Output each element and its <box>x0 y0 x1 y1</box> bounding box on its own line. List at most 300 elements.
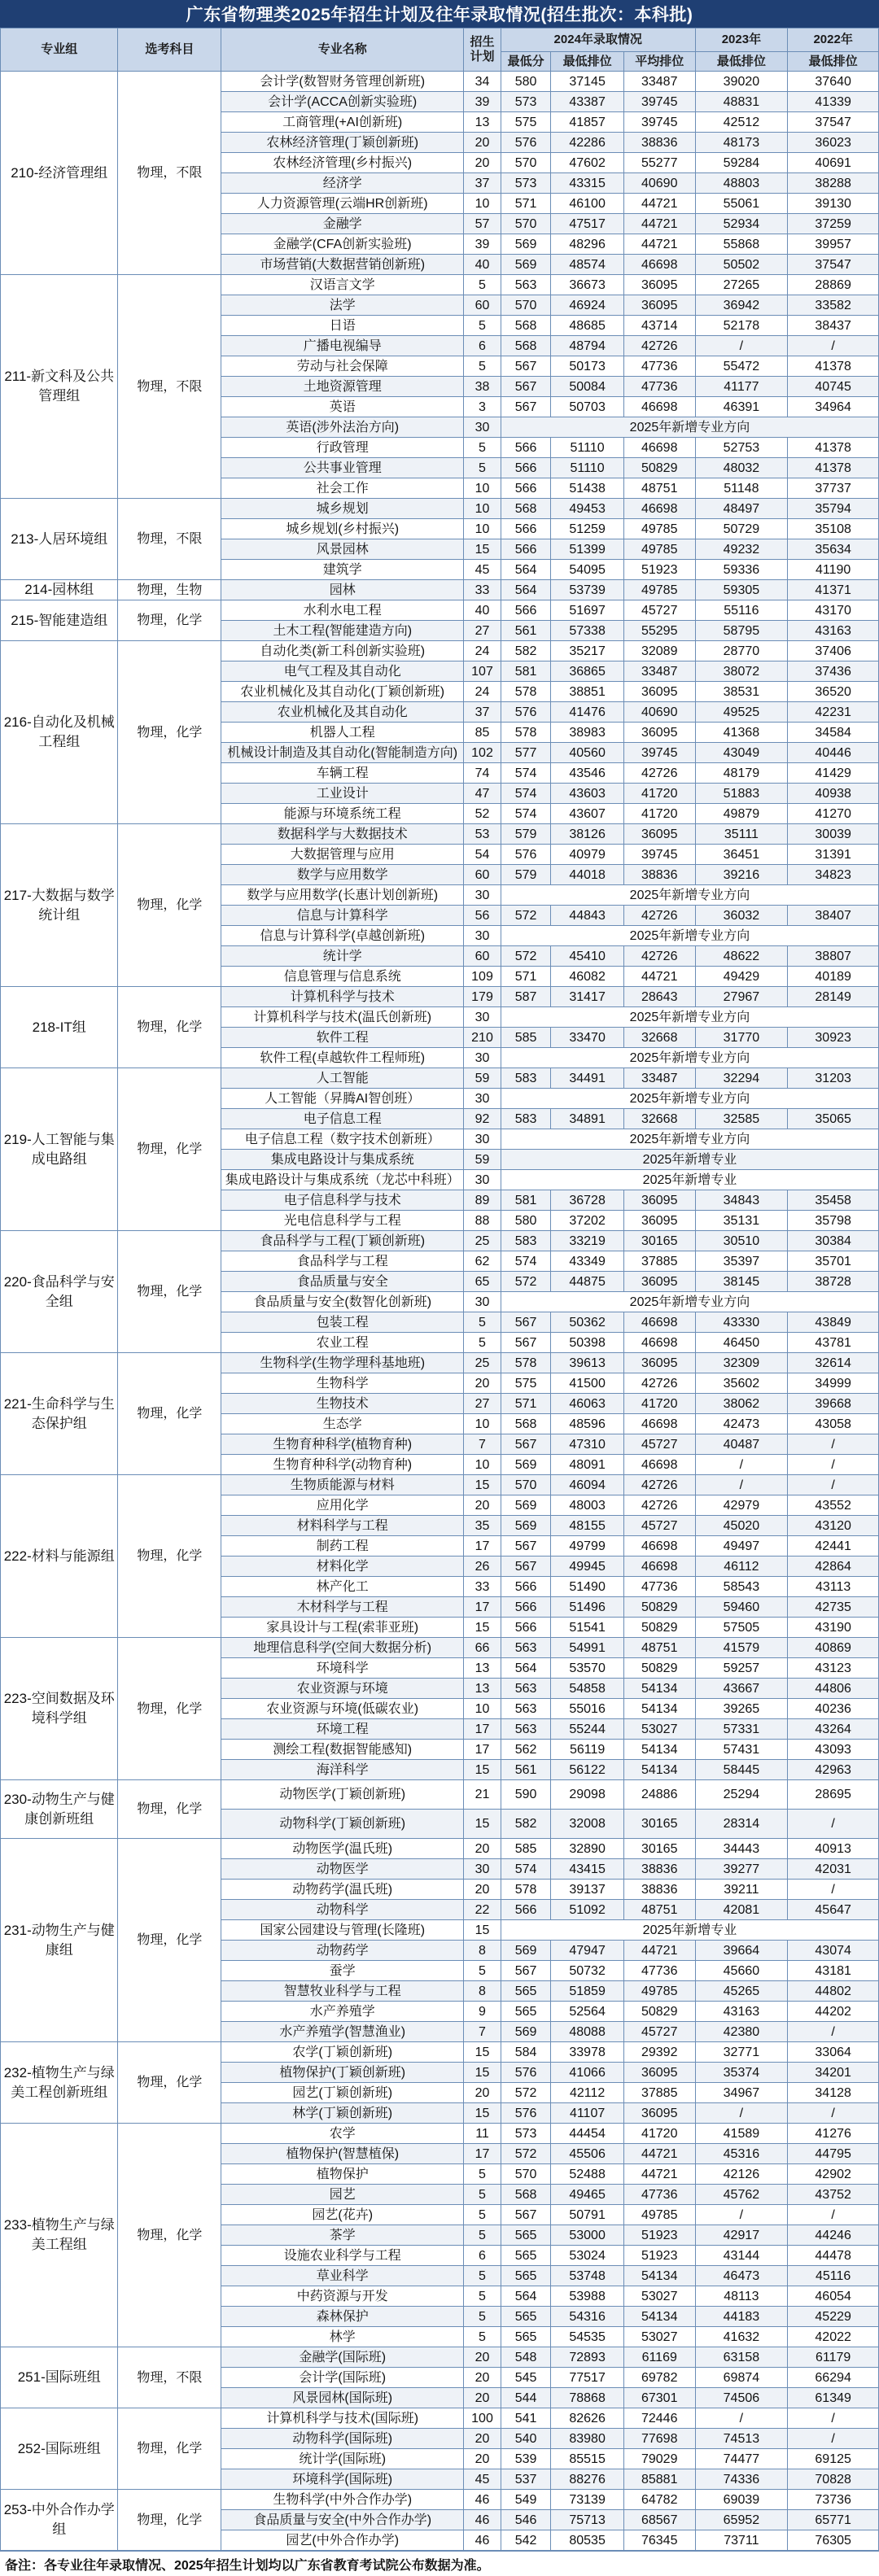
min-rank-2022: 39130 <box>788 194 879 214</box>
min-rank-2022: 43190 <box>788 1618 879 1638</box>
group-cell: 211-新文科及公共管理组 <box>1 275 118 499</box>
min-score-2024: 576 <box>501 2103 550 2124</box>
major-name: 土木工程(智能建造方向) <box>221 621 464 641</box>
min-rank-2024: 37202 <box>551 1211 624 1231</box>
min-rank-2022: 35794 <box>788 499 879 519</box>
plan-count: 25 <box>464 1353 501 1373</box>
min-score-2024: 578 <box>501 1880 550 1900</box>
plan-count: 30 <box>464 1007 501 1028</box>
major-name: 广播电视编导 <box>221 336 464 356</box>
min-rank-2022: 73736 <box>788 2490 879 2510</box>
min-rank-2023: 31770 <box>695 1028 788 1048</box>
major-name: 食品科学与工程 <box>221 1251 464 1272</box>
min-rank-2023: 43144 <box>695 2246 788 2266</box>
new-major-note: 2025年新增专业方向 <box>501 1129 878 1150</box>
min-rank-2024: 85515 <box>551 2449 624 2469</box>
min-rank-2023: 45265 <box>695 1981 788 2002</box>
min-rank-2022: 76305 <box>788 2530 879 2551</box>
min-rank-2023: 57505 <box>695 1618 788 1638</box>
avg-rank-2024: 50829 <box>623 1658 695 1679</box>
major-name: 法学 <box>221 295 464 316</box>
avg-rank-2024: 50829 <box>623 2002 695 2022</box>
min-rank-2023: 41177 <box>695 377 788 397</box>
avg-rank-2024: 49785 <box>623 580 695 600</box>
major-name: 公共事业管理 <box>221 458 464 478</box>
plan-count: 5 <box>464 1312 501 1333</box>
min-rank-2022: 30039 <box>788 824 879 845</box>
plan-count: 10 <box>464 194 501 214</box>
major-name: 食品质量与安全(中外合作办学) <box>221 2510 464 2530</box>
min-score-2024: 564 <box>501 580 550 600</box>
min-rank-2023: 74477 <box>695 2449 788 2469</box>
plan-count: 6 <box>464 2246 501 2266</box>
min-rank-2023: 55868 <box>695 234 788 255</box>
avg-rank-2024: 49785 <box>623 519 695 539</box>
major-name: 集成电路设计与集成系统 <box>221 1150 464 1170</box>
avg-rank-2024: 44721 <box>623 214 695 234</box>
major-name: 汉语言文学 <box>221 275 464 295</box>
min-score-2024: 582 <box>501 641 550 661</box>
avg-rank-2024: 68567 <box>623 2510 695 2530</box>
subject-cell: 物理，化学 <box>118 1780 221 1839</box>
avg-rank-2024: 47736 <box>623 356 695 377</box>
min-rank-2022: 35701 <box>788 1251 879 1272</box>
avg-rank-2024: 54134 <box>623 2266 695 2286</box>
min-rank-2023: 35602 <box>695 1373 788 1394</box>
min-rank-2024: 33470 <box>551 1028 624 1048</box>
min-rank-2023: 42979 <box>695 1495 788 1516</box>
min-rank-2022: 38437 <box>788 316 879 336</box>
avg-rank-2024: 46698 <box>623 1536 695 1557</box>
avg-rank-2024: 41720 <box>623 1394 695 1414</box>
new-major-note: 2025年新增专业方向 <box>501 926 878 946</box>
min-rank-2023: 34843 <box>695 1190 788 1211</box>
major-name: 环境科学 <box>221 1658 464 1679</box>
min-score-2024: 565 <box>501 2225 550 2246</box>
min-rank-2023: 39211 <box>695 1880 788 1900</box>
avg-rank-2024: 47736 <box>623 2185 695 2205</box>
avg-rank-2024: 41720 <box>623 804 695 824</box>
min-rank-2023: 30510 <box>695 1231 788 1251</box>
min-rank-2022: 42022 <box>788 2327 879 2347</box>
plan-count: 20 <box>464 2429 501 2449</box>
min-rank-2024: 34891 <box>551 1109 624 1129</box>
major-name: 生物科学(生物学理科基地班) <box>221 1353 464 1373</box>
plan-count: 88 <box>464 1211 501 1231</box>
min-rank-2022: 45647 <box>788 1900 879 1920</box>
min-rank-2024: 44875 <box>551 1272 624 1292</box>
major-name: 测绘工程(数据智能感知) <box>221 1740 464 1760</box>
plan-count: 5 <box>464 1333 501 1353</box>
subject-cell: 物理，不限 <box>118 2347 221 2408</box>
min-rank-2024: 46924 <box>551 295 624 316</box>
plan-count: 85 <box>464 723 501 743</box>
avg-rank-2024: 46698 <box>623 499 695 519</box>
min-rank-2024: 36728 <box>551 1190 624 1211</box>
min-rank-2023: 58795 <box>695 621 788 641</box>
min-rank-2023: 49497 <box>695 1536 788 1557</box>
min-rank-2022: 37259 <box>788 214 879 234</box>
min-score-2024: 590 <box>501 1780 550 1810</box>
min-rank-2022: / <box>788 1475 879 1495</box>
avg-rank-2024: 61169 <box>623 2347 695 2368</box>
major-name: 植物保护 <box>221 2164 464 2185</box>
min-rank-2022: 34584 <box>788 723 879 743</box>
avg-rank-2024: 32668 <box>623 1028 695 1048</box>
avg-rank-2024: 53027 <box>623 2327 695 2347</box>
min-score-2024: 566 <box>501 1577 550 1597</box>
min-score-2024: 566 <box>501 478 550 499</box>
min-rank-2024: 47947 <box>551 1941 624 1961</box>
avg-rank-2024: 36095 <box>623 295 695 316</box>
min-rank-2024: 54858 <box>551 1679 624 1699</box>
min-rank-2022: 44795 <box>788 2144 879 2164</box>
min-rank-2022: 43181 <box>788 1961 879 1981</box>
table-row <box>1 2347 879 2368</box>
min-rank-2024: 50732 <box>551 1961 624 1981</box>
major-name: 动物药学(温氏班) <box>221 1880 464 1900</box>
min-rank-2024: 39137 <box>551 1880 624 1900</box>
table-row <box>1 275 879 295</box>
min-rank-2022: 41270 <box>788 804 879 824</box>
min-rank-2023: 46112 <box>695 1557 788 1577</box>
major-name: 水利水电工程 <box>221 600 464 621</box>
table-row <box>1 641 879 661</box>
major-name: 电气工程及其自动化 <box>221 661 464 682</box>
min-rank-2024: 38851 <box>551 682 624 702</box>
avg-rank-2024: 44721 <box>623 2144 695 2164</box>
min-rank-2022: 39957 <box>788 234 879 255</box>
avg-rank-2024: 38836 <box>623 1880 695 1900</box>
plan-count: 13 <box>464 1658 501 1679</box>
min-score-2024: 574 <box>501 804 550 824</box>
min-score-2024: 580 <box>501 1211 550 1231</box>
min-rank-2024: 48685 <box>551 316 624 336</box>
avg-rank-2024: 43714 <box>623 316 695 336</box>
plan-count: 5 <box>464 2164 501 2185</box>
major-name: 数学与应用数学(长惠计划创新班) <box>221 885 464 906</box>
avg-rank-2024: 42726 <box>623 1475 695 1495</box>
major-name: 制药工程 <box>221 1536 464 1557</box>
subject-cell: 物理，不限 <box>118 72 221 275</box>
new-major-note: 2025年新增专业方向 <box>501 1292 878 1312</box>
min-rank-2024: 48091 <box>551 1455 624 1475</box>
min-rank-2024: 36673 <box>551 275 624 295</box>
min-rank-2023: 27967 <box>695 987 788 1007</box>
min-rank-2023: 41368 <box>695 723 788 743</box>
min-rank-2024: 40979 <box>551 845 624 865</box>
plan-count: 210 <box>464 1028 501 1048</box>
group-cell: 251-国际班组 <box>1 2347 118 2408</box>
min-score-2024: 567 <box>501 1312 550 1333</box>
plan-count: 109 <box>464 967 501 987</box>
plan-count: 40 <box>464 600 501 621</box>
min-rank-2022: 42902 <box>788 2164 879 2185</box>
min-rank-2024: 51438 <box>551 478 624 499</box>
min-rank-2024: 48155 <box>551 1516 624 1536</box>
min-rank-2024: 43546 <box>551 763 624 784</box>
min-score-2024: 585 <box>501 1839 550 1859</box>
min-score-2024: 548 <box>501 2347 550 2368</box>
major-name: 生物育种科学(动物育种) <box>221 1455 464 1475</box>
min-score-2024: 563 <box>501 1679 550 1699</box>
avg-rank-2024: 46698 <box>623 1333 695 1353</box>
plan-count: 30 <box>464 885 501 906</box>
major-name: 电子信息科学与技术 <box>221 1190 464 1211</box>
min-score-2024: 545 <box>501 2368 550 2388</box>
min-rank-2022: / <box>788 2022 879 2042</box>
plan-count: 22 <box>464 1900 501 1920</box>
min-rank-2024: 49453 <box>551 499 624 519</box>
avg-rank-2024: 46698 <box>623 438 695 458</box>
major-name: 计算机科学与技术(温氏创新班) <box>221 1007 464 1028</box>
avg-rank-2024: 32668 <box>623 1109 695 1129</box>
min-rank-2024: 54991 <box>551 1638 624 1658</box>
min-rank-2023: 65952 <box>695 2510 788 2530</box>
min-rank-2023: 42380 <box>695 2022 788 2042</box>
avg-rank-2024: 36095 <box>623 723 695 743</box>
min-rank-2022: 40869 <box>788 1638 879 1658</box>
min-rank-2022: 33582 <box>788 295 879 316</box>
min-rank-2022: 43264 <box>788 1719 879 1740</box>
subject-cell: 物理，化学 <box>118 1068 221 1231</box>
min-rank-2023: 27265 <box>695 275 788 295</box>
min-rank-2022: 34128 <box>788 2083 879 2103</box>
min-rank-2023: 55116 <box>695 600 788 621</box>
min-rank-2022: 37547 <box>788 112 879 133</box>
major-name: 数学与应用数学 <box>221 865 464 885</box>
min-rank-2022: 43170 <box>788 600 879 621</box>
plan-count: 46 <box>464 2490 501 2510</box>
min-rank-2023: 28314 <box>695 1810 788 1839</box>
plan-count: 15 <box>464 1810 501 1839</box>
min-rank-2022: 42441 <box>788 1536 879 1557</box>
avg-rank-2024: 40690 <box>623 173 695 194</box>
min-rank-2022: 44806 <box>788 1679 879 1699</box>
avg-rank-2024: 40690 <box>623 702 695 723</box>
major-name: 信息与计算科学 <box>221 906 464 926</box>
plan-count: 20 <box>464 2388 501 2408</box>
major-name: 生态学 <box>221 1414 464 1434</box>
min-rank-2024: 51697 <box>551 600 624 621</box>
min-rank-2024: 47517 <box>551 214 624 234</box>
avg-rank-2024: 54134 <box>623 2307 695 2327</box>
plan-count: 8 <box>464 1941 501 1961</box>
min-rank-2024: 73139 <box>551 2490 624 2510</box>
major-name: 劳动与社会保障 <box>221 356 464 377</box>
avg-rank-2024: 42726 <box>623 336 695 356</box>
min-score-2024: 577 <box>501 743 550 763</box>
table-row <box>1 824 879 845</box>
avg-rank-2024: 44721 <box>623 1941 695 1961</box>
min-rank-2022: 40446 <box>788 743 879 763</box>
min-score-2024: 562 <box>501 1740 550 1760</box>
plan-count: 66 <box>464 1638 501 1658</box>
min-rank-2024: 45506 <box>551 2144 624 2164</box>
avg-rank-2024: 38836 <box>623 865 695 885</box>
major-name: 材料科学与工程 <box>221 1516 464 1536</box>
avg-rank-2024: 36095 <box>623 1272 695 1292</box>
min-score-2024: 569 <box>501 255 550 275</box>
min-rank-2023: 50502 <box>695 255 788 275</box>
min-rank-2024: 44018 <box>551 865 624 885</box>
min-rank-2023: 51883 <box>695 784 788 804</box>
subject-cell: 物理，化学 <box>118 1231 221 1353</box>
avg-rank-2024: 42726 <box>623 763 695 784</box>
plan-count: 20 <box>464 1495 501 1516</box>
avg-rank-2024: 37885 <box>623 2083 695 2103</box>
major-name: 信息管理与信息系统 <box>221 967 464 987</box>
header-plan: 招生计划 <box>464 28 501 72</box>
min-rank-2023: 42473 <box>695 1414 788 1434</box>
plan-count: 39 <box>464 234 501 255</box>
major-name: 设施农业科学与工程 <box>221 2246 464 2266</box>
plan-count: 57 <box>464 214 501 234</box>
min-rank-2024: 43349 <box>551 1251 624 1272</box>
avg-rank-2024: 55295 <box>623 621 695 641</box>
min-rank-2022: 35458 <box>788 1190 879 1211</box>
major-name: 林产化工 <box>221 1577 464 1597</box>
header-min-rank: 最低排位 <box>551 52 624 72</box>
min-score-2024: 583 <box>501 1231 550 1251</box>
min-score-2024: 571 <box>501 967 550 987</box>
avg-rank-2024: 30165 <box>623 1231 695 1251</box>
min-rank-2022: 31203 <box>788 1068 879 1089</box>
major-name: 金融学(国际班) <box>221 2347 464 2368</box>
min-rank-2022: 44202 <box>788 2002 879 2022</box>
plan-count: 60 <box>464 865 501 885</box>
min-score-2024: 576 <box>501 133 550 153</box>
avg-rank-2024: 30165 <box>623 1810 695 1839</box>
min-rank-2023: / <box>695 1455 788 1475</box>
group-cell: 217-大数据与数学统计组 <box>1 824 118 987</box>
plan-count: 24 <box>464 641 501 661</box>
min-score-2024: 576 <box>501 702 550 723</box>
major-name: 水产养殖学 <box>221 2002 464 2022</box>
min-score-2024: 574 <box>501 763 550 784</box>
min-rank-2024: 43607 <box>551 804 624 824</box>
min-rank-2023: 44183 <box>695 2307 788 2327</box>
avg-rank-2024: 77698 <box>623 2429 695 2449</box>
min-rank-2023: 45762 <box>695 2185 788 2205</box>
plan-count: 5 <box>464 1961 501 1981</box>
min-rank-2023: 48032 <box>695 458 788 478</box>
min-rank-2022: 30923 <box>788 1028 879 1048</box>
min-rank-2022: / <box>788 2408 879 2429</box>
min-rank-2022: 41339 <box>788 92 879 112</box>
major-name: 经济学 <box>221 173 464 194</box>
major-name: 农业机械化及其自动化 <box>221 702 464 723</box>
min-rank-2024: 72893 <box>551 2347 624 2368</box>
major-name: 车辆工程 <box>221 763 464 784</box>
min-rank-2022: 43093 <box>788 1740 879 1760</box>
min-rank-2024: 49799 <box>551 1536 624 1557</box>
min-score-2024: 572 <box>501 2144 550 2164</box>
plan-count: 5 <box>464 275 501 295</box>
plan-count: 62 <box>464 1251 501 1272</box>
min-score-2024: 564 <box>501 1658 550 1679</box>
plan-count: 30 <box>464 1129 501 1150</box>
min-rank-2022: 35798 <box>788 1211 879 1231</box>
min-rank-2022: 65771 <box>788 2510 879 2530</box>
avg-rank-2024: 41720 <box>623 784 695 804</box>
min-rank-2024: 52488 <box>551 2164 624 2185</box>
min-rank-2024: 51259 <box>551 519 624 539</box>
min-rank-2024: 31417 <box>551 987 624 1007</box>
min-rank-2023: 48622 <box>695 946 788 967</box>
plan-count: 46 <box>464 2530 501 2551</box>
min-rank-2024: 54535 <box>551 2327 624 2347</box>
major-name: 园艺(花卉) <box>221 2205 464 2225</box>
plan-count: 20 <box>464 2347 501 2368</box>
avg-rank-2024: 45727 <box>623 2022 695 2042</box>
min-score-2024: 567 <box>501 397 550 417</box>
min-score-2024: 567 <box>501 1536 550 1557</box>
min-rank-2023: 35397 <box>695 1251 788 1272</box>
min-rank-2022: 42735 <box>788 1597 879 1618</box>
avg-rank-2024: 46698 <box>623 1557 695 1577</box>
min-rank-2024: 44454 <box>551 2124 624 2144</box>
plan-count: 60 <box>464 295 501 316</box>
plan-count: 5 <box>464 316 501 336</box>
plan-count: 45 <box>464 2469 501 2490</box>
min-rank-2023: 46473 <box>695 2266 788 2286</box>
min-rank-2023: 52753 <box>695 438 788 458</box>
min-score-2024: 580 <box>501 72 550 92</box>
new-major-note: 2025年新增专业方向 <box>501 1007 878 1028</box>
avg-rank-2024: 72446 <box>623 2408 695 2429</box>
avg-rank-2024: 39745 <box>623 112 695 133</box>
plan-count: 15 <box>464 1475 501 1495</box>
min-score-2024: 567 <box>501 1557 550 1577</box>
plan-count: 35 <box>464 1516 501 1536</box>
major-name: 机器人工程 <box>221 723 464 743</box>
min-rank-2024: 43603 <box>551 784 624 804</box>
min-rank-2023: 43330 <box>695 1312 788 1333</box>
min-rank-2022: / <box>788 2103 879 2124</box>
major-name: 统计学(国际班) <box>221 2449 464 2469</box>
major-name: 人工智能（昇腾AI智创班） <box>221 1089 464 1109</box>
plan-count: 5 <box>464 2225 501 2246</box>
min-rank-2022: 43163 <box>788 621 879 641</box>
plan-count: 179 <box>464 987 501 1007</box>
min-rank-2022: 40938 <box>788 784 879 804</box>
major-name: 林学(丁颖创新班) <box>221 2103 464 2124</box>
avg-rank-2024: 29392 <box>623 2042 695 2063</box>
major-name: 环境工程 <box>221 1719 464 1740</box>
major-name: 园艺 <box>221 2185 464 2205</box>
min-rank-2023: 39277 <box>695 1859 788 1880</box>
min-rank-2023: / <box>695 336 788 356</box>
min-score-2024: 566 <box>501 458 550 478</box>
min-rank-2022: 28695 <box>788 1780 879 1810</box>
major-name: 环境科学(国际班) <box>221 2469 464 2490</box>
major-name: 园林 <box>221 580 464 600</box>
min-rank-2024: 46082 <box>551 967 624 987</box>
min-score-2024: 563 <box>501 1719 550 1740</box>
min-rank-2022: 38407 <box>788 906 879 926</box>
min-score-2024: 566 <box>501 1597 550 1618</box>
plan-count: 24 <box>464 682 501 702</box>
major-name: 生物科学 <box>221 1373 464 1394</box>
min-rank-2023: 57331 <box>695 1719 788 1740</box>
min-score-2024: 566 <box>501 519 550 539</box>
avg-rank-2024: 36095 <box>623 275 695 295</box>
min-score-2024: 583 <box>501 1068 550 1089</box>
min-score-2024: 574 <box>501 1859 550 1880</box>
new-major-note: 2025年新增专业 <box>501 1150 878 1170</box>
group-cell: 210-经济管理组 <box>1 72 118 275</box>
